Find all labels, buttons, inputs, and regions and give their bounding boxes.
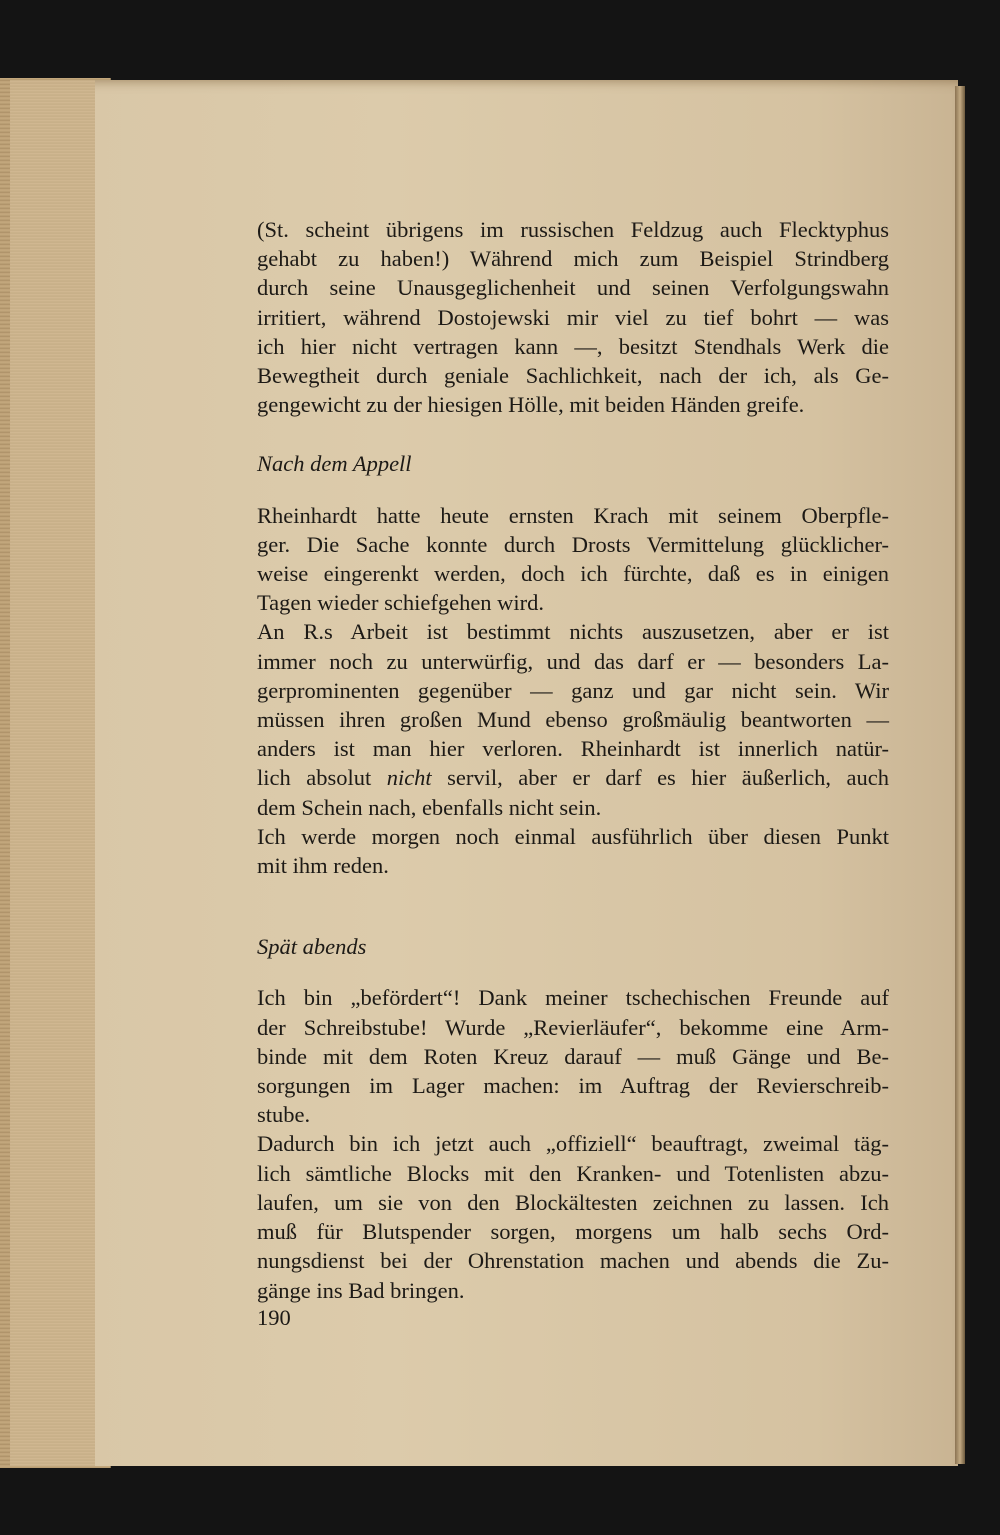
text-line: (St. scheint übrigens im russischen Feldzug auch Flecktyphus [257,217,889,242]
text-line: Dadurch bin ich jetzt auch „offiziell“ beauftragt, zweimal täg- [257,1131,889,1157]
text-line: dem Schein nach, ebenfalls nicht sein. [257,794,602,820]
section-heading-nach-dem-appell: Nach dem Appell [257,451,412,477]
text-line: anders ist man hier verloren. Rheinhardt ist innerlich natür- [257,736,889,762]
text-line: Ich bin „befördert“! Dank meiner tschechischen Freunde auf [257,985,889,1011]
text-line: gehabt zu haben!) Während mich zum Beispiel Strindberg [257,246,889,272]
text-line: der Schreibstube! Wurde „Revierläufer“, bekomme eine Arm- [257,1014,889,1040]
paragraph-befoerdert [257,983,889,1129]
text-line: Bewegtheit durch geniale Sachlichkeit, nach der ich, als Ge- [257,363,889,389]
paragraph-stendhal [257,215,889,419]
text-line: weise eingerenkt werden, doch ich fürchte, daß es in einigen [257,561,889,587]
text-line: gänge ins Bad bringen. [257,1277,465,1303]
text-fragment: lich absolut [257,765,387,791]
text-line: nungsdienst bei der Ohrenstation machen und abends die Zu- [257,1248,889,1274]
page-text [257,215,889,1305]
text-line: Rheinhardt hatte heute ernsten Krach mit seinem Oberpfle- [257,502,889,528]
paragraph-morgen-reden [257,822,889,880]
text-line: binde mit dem Roten Kreuz darauf — muß Gänge und Be- [257,1043,889,1069]
text-line: müssen ihren großen Mund ebenso großmäulig beantworten — [257,707,889,733]
text-line: lich sämtliche Blocks mit den Kranken- und Totenlisten abzu- [257,1160,889,1186]
page-gutter [10,80,95,1466]
emphasis-nicht: nicht [386,765,432,791]
page-right-edge [955,86,965,1464]
paragraph-offiziell [257,1129,889,1304]
text-line: Tagen wieder schiefgehen wird. [257,590,545,616]
text-line: immer noch zu unterwürfig, und das darf er — besonders La- [257,648,889,674]
text-line: Ich werde morgen noch einmal ausführlich über diesen Punkt [257,823,889,849]
text-line: ich hier nicht vertragen kann —, besitzt Stendhals Werk die [257,333,889,359]
page-number: 190 [257,1305,291,1330]
text-line: An R.s Arbeit ist bestimmt nichts auszusetzen, aber er ist [257,619,889,645]
text-line: gengewicht zu der hiesigen Hölle, mit beiden Händen greife. [257,392,805,418]
text-line: laufen, um sie von den Blockältesten zeichnen zu lassen. Ich [257,1189,889,1215]
text-line: gerprominenten gegenüber — ganz und gar nicht sein. Wir [257,677,889,703]
text-line [257,763,889,792]
text-line: sorgungen im Lager machen: im Auftrag der Revierschreib- [257,1073,889,1099]
paragraph-rheinhardt-krach [257,501,889,618]
text-line: irritiert, während Dostojewski mir viel zu tief bohrt — was [257,304,889,330]
section-heading-spaet-abends: Spät abends [257,934,367,960]
text-line: durch seine Unausgeglichenheit und seinen Verfolgungswahn [257,275,889,301]
paragraph-rs-arbeit [257,617,889,821]
text-line: mit ihm reden. [257,853,389,879]
text-fragment: servil, aber er darf es hier äußerlich, auch [431,765,890,791]
text-line: stube. [257,1102,311,1128]
text-line: muß für Blutspender sorgen, morgens um halb sechs Ord- [257,1219,889,1245]
text-line: ger. Die Sache konnte durch Drosts Vermittelung glücklicher- [257,531,889,557]
